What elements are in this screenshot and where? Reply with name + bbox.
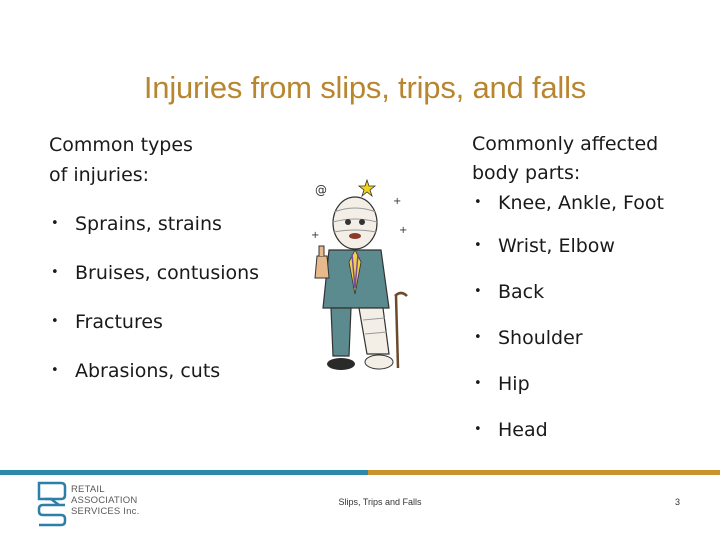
body-parts-heading xyxy=(472,130,712,188)
list-item-label: Hip xyxy=(498,373,530,395)
bullet-icon: • xyxy=(51,265,59,280)
bullet-icon: • xyxy=(474,330,482,345)
slide-title: Injuries from slips, trips, and falls xyxy=(143,70,587,105)
svg-text:@: @ xyxy=(315,183,327,197)
injury-types-column xyxy=(49,130,309,408)
injury-types-heading-line1: Common types xyxy=(49,134,193,156)
list-item-label: Sprains, strains xyxy=(75,213,222,235)
company-name-line3: SERVICES Inc. xyxy=(71,506,140,517)
injury-types-list xyxy=(49,212,309,408)
company-name xyxy=(71,484,139,517)
list-item xyxy=(49,310,309,359)
list-item-label: Fractures xyxy=(75,311,163,333)
footer-title: Slips, Trips and Falls xyxy=(338,497,422,507)
bullet-icon: • xyxy=(51,314,59,329)
svg-text:+: + xyxy=(399,225,408,236)
bullet-icon: • xyxy=(474,195,482,210)
list-item xyxy=(472,326,712,372)
list-item-label: Wrist, Elbow xyxy=(498,235,615,257)
list-item xyxy=(472,418,712,464)
svg-text:+: + xyxy=(311,230,320,241)
list-item-label: Bruises, contusions xyxy=(75,262,260,284)
list-item xyxy=(49,359,309,408)
list-item xyxy=(49,261,309,310)
bullet-icon: • xyxy=(51,363,59,378)
company-name-line1: RETAIL xyxy=(71,484,105,495)
list-item xyxy=(472,234,712,280)
body-parts-column xyxy=(472,130,712,464)
injury-types-heading-line2: of injuries: xyxy=(49,164,150,186)
company-name-line2: ASSOCIATION xyxy=(71,495,138,506)
list-item xyxy=(472,191,712,234)
injured-bandaged-man-illustration xyxy=(303,178,423,378)
bullet-icon: • xyxy=(474,376,482,391)
body-parts-heading-line1: Commonly affected xyxy=(472,133,659,155)
list-item xyxy=(49,212,309,261)
footer-rule-left xyxy=(0,470,368,475)
bullet-icon: • xyxy=(474,422,482,437)
list-item-label: Knee, Ankle, Foot xyxy=(498,192,664,214)
footer-rule-right xyxy=(368,470,720,475)
list-item xyxy=(472,372,712,418)
list-item xyxy=(472,280,712,326)
svg-text:+: + xyxy=(393,196,402,207)
bullet-icon: • xyxy=(51,216,59,231)
page-number: 3 xyxy=(674,497,680,507)
list-item-label: Abrasions, cuts xyxy=(75,360,221,382)
list-item-label: Shoulder xyxy=(498,327,583,349)
injury-types-heading xyxy=(49,130,309,190)
list-item-label: Back xyxy=(498,281,545,303)
list-item-label: Head xyxy=(498,419,548,441)
body-parts-list xyxy=(472,191,712,464)
bullet-icon: • xyxy=(474,284,482,299)
bullet-icon: • xyxy=(474,238,482,253)
body-parts-heading-line2: body parts: xyxy=(472,162,581,184)
